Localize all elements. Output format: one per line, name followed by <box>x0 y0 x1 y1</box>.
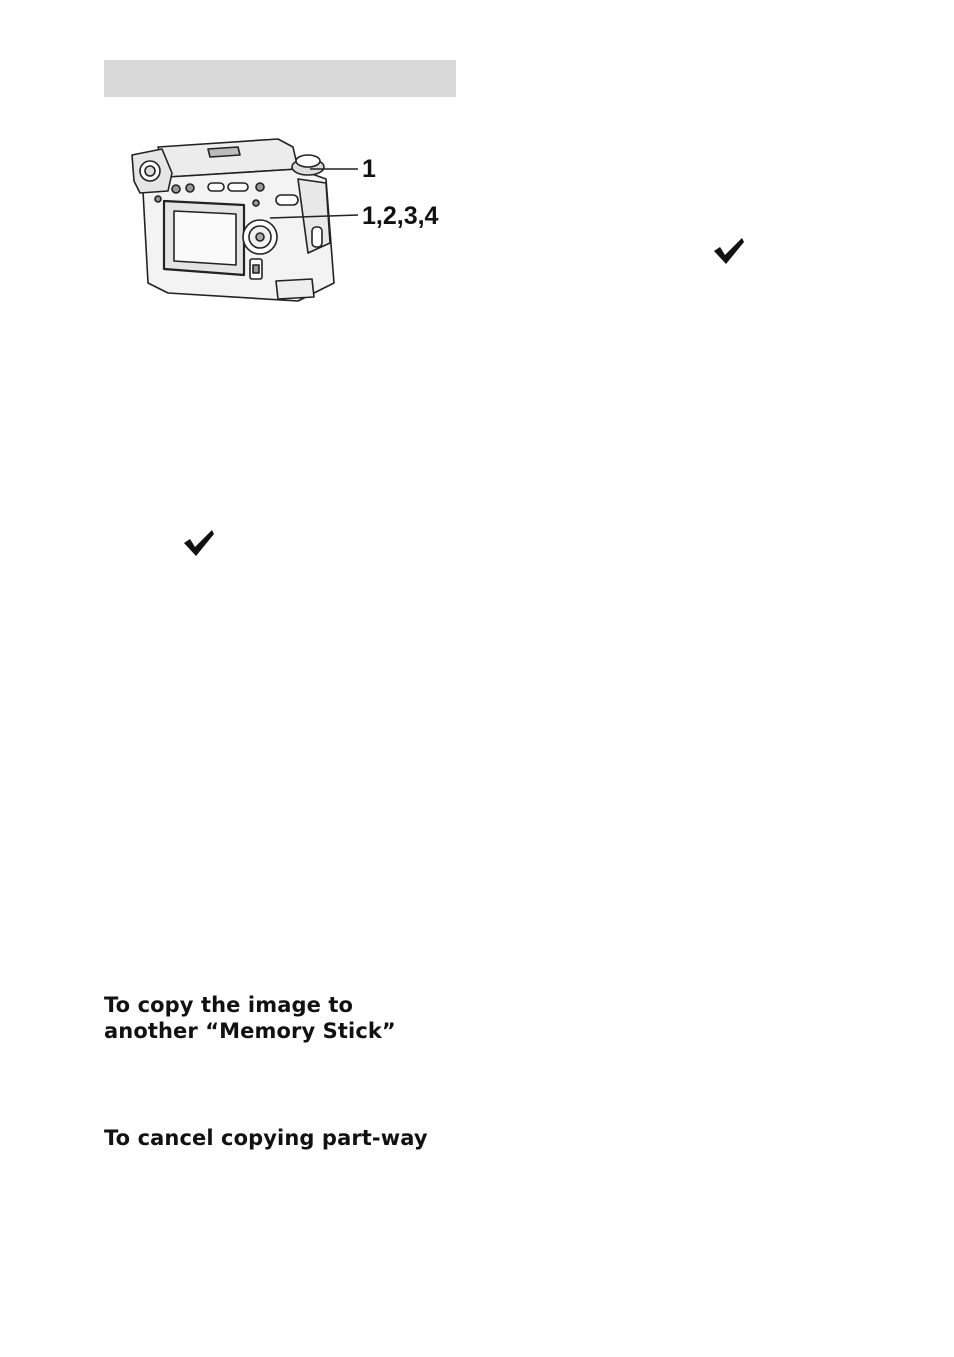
callout-label: 1,2,3,4 <box>362 202 439 230</box>
heading-line: another “Memory Stick” <box>104 1019 396 1043</box>
heading-line: To cancel copying part-way <box>104 1126 428 1150</box>
section-header-band <box>104 60 456 97</box>
checkmark-icon <box>712 236 746 266</box>
heading-line: To copy the image to <box>104 993 354 1017</box>
section-heading-cancel <box>104 1125 464 1151</box>
camera-illustration <box>128 133 358 303</box>
callout-label: 1 <box>362 155 376 183</box>
checkmark-icon <box>182 528 216 558</box>
section-heading-copy <box>104 992 464 1044</box>
